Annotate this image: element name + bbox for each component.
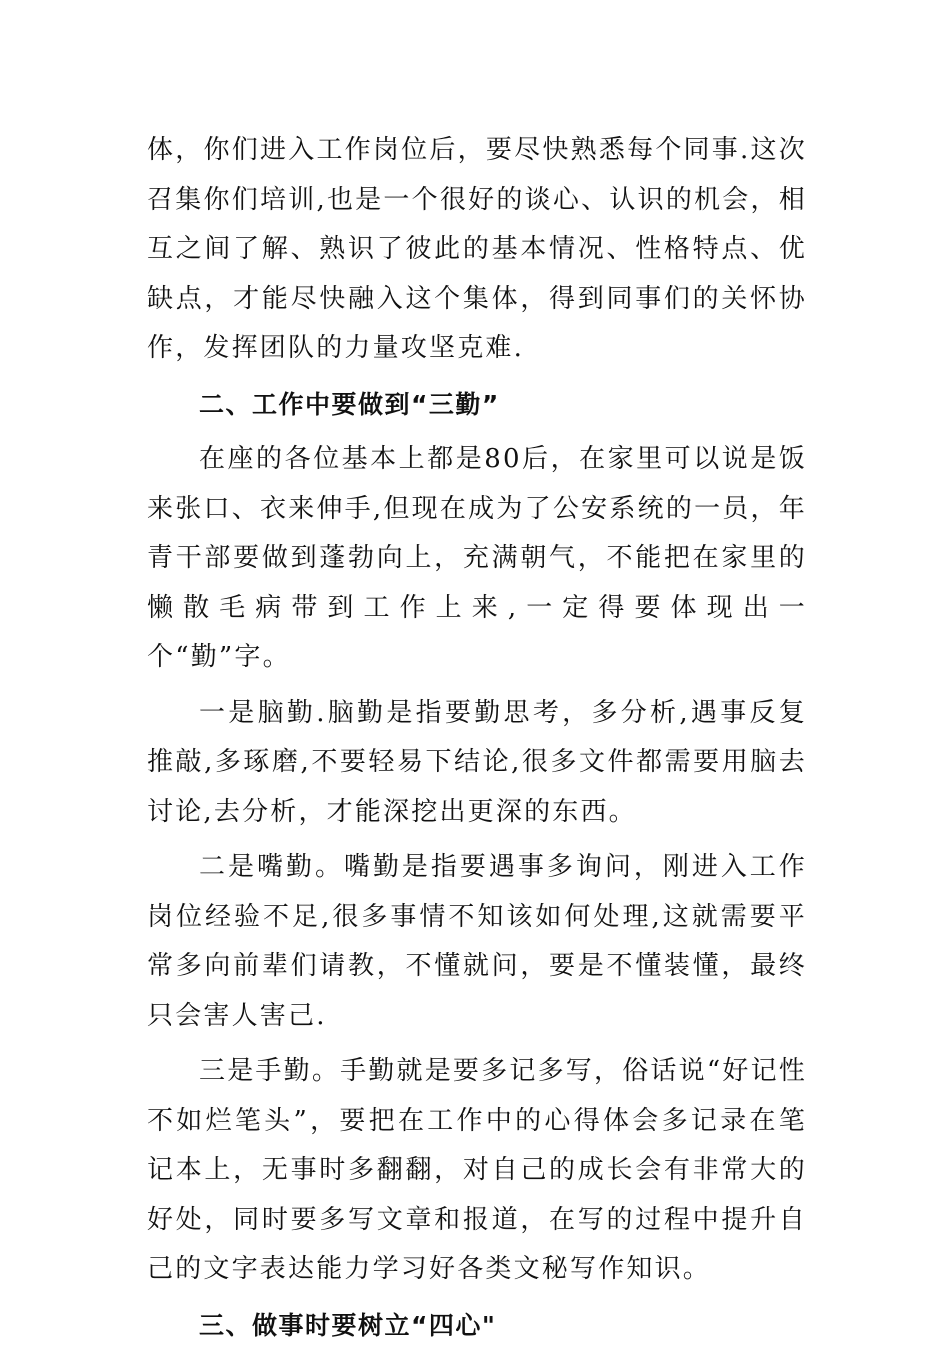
paragraph-hand-diligence: 三是手勤。手勤就是要多记多写，俗话说“好记性不如烂笔头”，要把在工作中的心得体会多记录在笔记本上，无事时多翻翻，对自己的成长会有非常大的好处，同时要多写文章和报道，在写的过程中提升自己的文字表达能力学习好各类文秘写作知识。 (147, 1047, 807, 1295)
paragraph-team-intro: 体，你们进入工作岗位后，要尽快熟悉每个同事.这次召集你们培训,也是一个很好的谈心、认识的机会，相互之间了解、熟识了彼此的基本情况、性格特点、优缺点，才能尽快融入这个集体，得到同事们的关怀协作，发挥团队的力量攻坚克难. (147, 126, 807, 374)
paragraph-brain-diligence: 一是脑勤.脑勤是指要勤思考，多分析,遇事反复推敲,多琢磨,不要轻易下结论,很多文件都需要用脑去讨论,去分析，才能深挖出更深的东西。 (147, 689, 807, 838)
paragraph-diligence-intro: 在座的各位基本上都是80后，在家里可以说是饭来张口、衣来伸手,但现在成为了公安系统的一员，年青干部要做到蓬勃向上，充满朝气，不能把在家里的懒散毛病带到工作上来,一定得要体现出一个“勤”字。 (147, 435, 807, 683)
section-heading-four-hearts: 三、做事时要树立“四心" (147, 1301, 807, 1350)
section-heading-three-diligences: 二、工作中要做到“三勤” (147, 380, 807, 430)
paragraph-mouth-diligence: 二是嘴勤。嘴勤是指要遇事多询问，刚进入工作岗位经验不足,很多事情不知该如何处理,这就需要平常多向前辈们请教，不懂就问，要是不懂装懂，最终只会害人害己. (147, 843, 807, 1041)
document-body (147, 126, 807, 1350)
